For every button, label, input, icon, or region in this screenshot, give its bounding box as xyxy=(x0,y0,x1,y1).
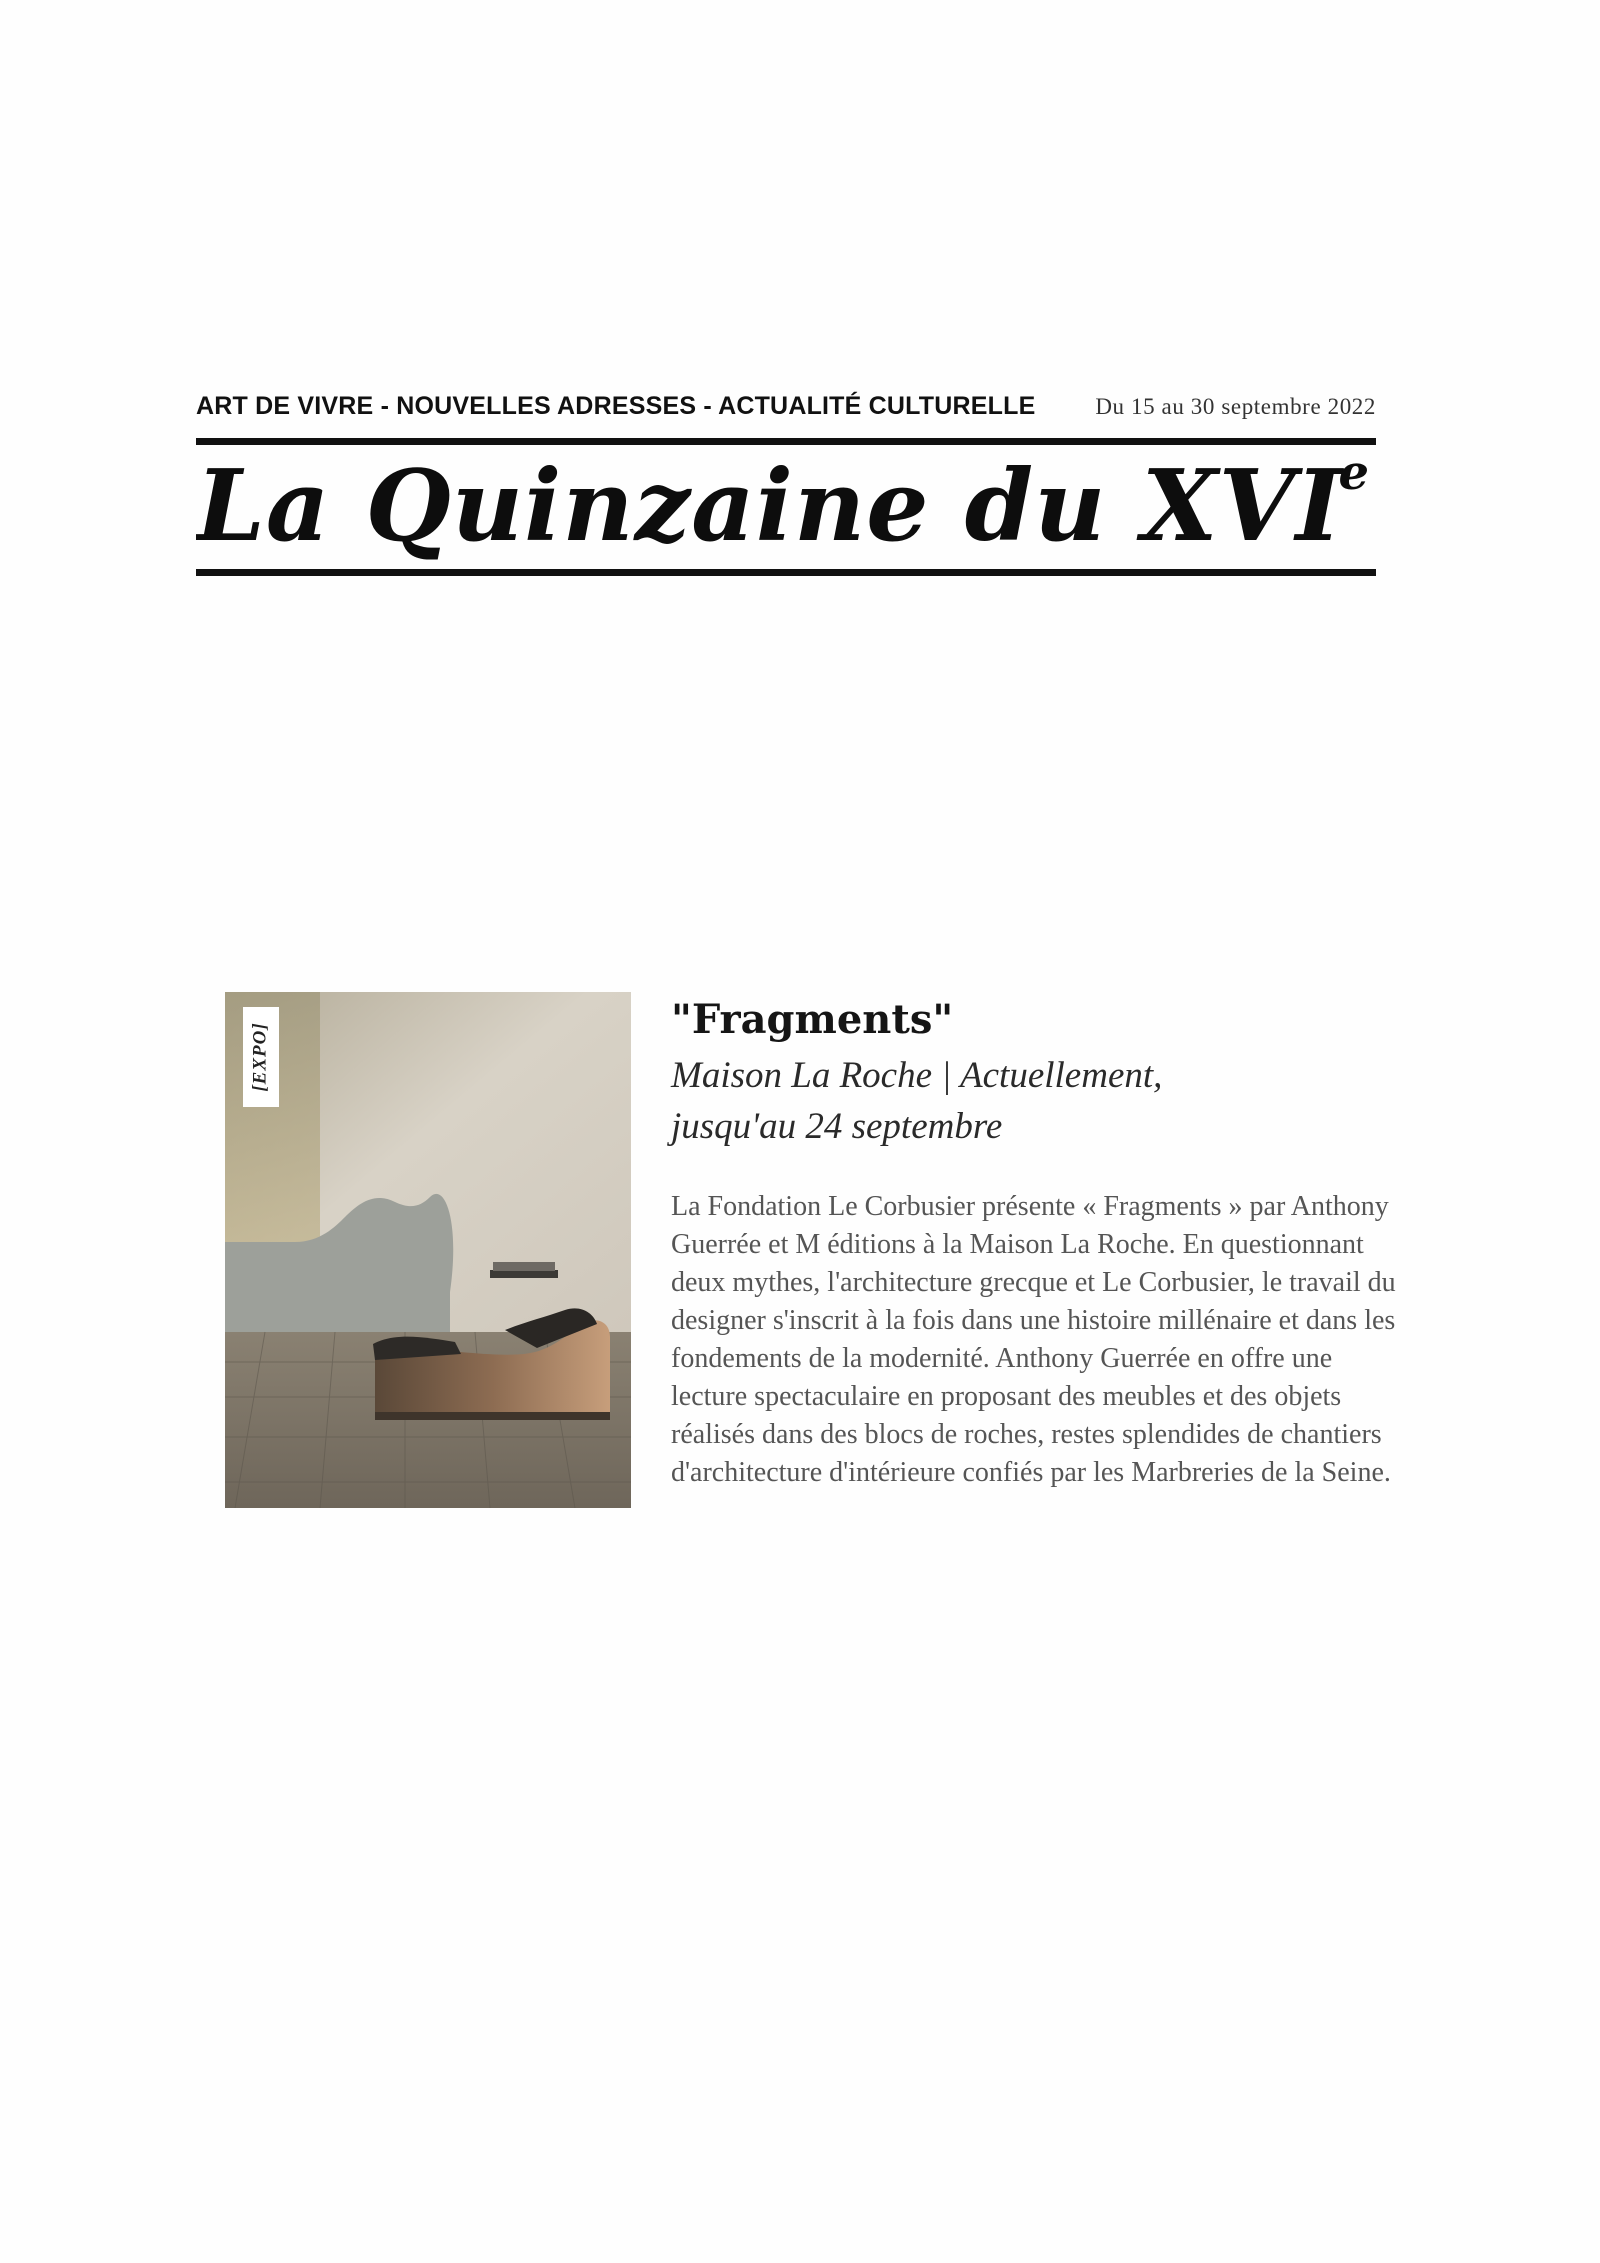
publication-title xyxy=(196,445,1376,569)
article xyxy=(671,996,1411,1492)
issue-date: Du 15 au 30 septembre 2022 xyxy=(1095,394,1376,419)
publication-title-text: La Quinzaine du XVI xyxy=(196,449,1343,564)
article-subhead xyxy=(671,1050,1411,1152)
article-body: La Fondation Le Corbusier présente « Fragments » par Anthony Guerrée et M éditions à la Maison La Roche. En questionnant deux mythes, l'architecture grecque et Le Corbusier, le travail du designer s'inscrit à la fois dans une histoire millénaire et dans les fondements de la modernité. Anthony Guerrée en offre une lecture spectaculaire en proposant des meubles et des objets réalisés dans des blocs de roches, restes splendides de chantiers d'architecture d'intérieure confiés par les Marbreries de la Seine. xyxy=(671,1191,1396,1488)
publication-title-superscript: e xyxy=(1338,445,1371,501)
article-venue-line: Maison La Roche | Actuellement, xyxy=(671,1055,1163,1096)
article-headline: "Fragments" xyxy=(671,996,954,1043)
bottom-rule xyxy=(196,569,1376,576)
masthead-top-line xyxy=(196,392,1376,432)
masthead xyxy=(196,392,1376,576)
category-tag-label: [EXPO] xyxy=(250,1022,272,1092)
exhibition-photo xyxy=(225,992,631,1508)
category-tag xyxy=(243,1007,279,1107)
section-rubrics: ART DE VIVRE - NOUVELLES ADRESSES - ACTUALITÉ CULTURELLE xyxy=(196,392,1036,420)
exhibition-photo-illustration xyxy=(225,992,631,1508)
article-dates-line: jusqu'au 24 septembre xyxy=(671,1106,1003,1147)
top-rule xyxy=(196,438,1376,445)
